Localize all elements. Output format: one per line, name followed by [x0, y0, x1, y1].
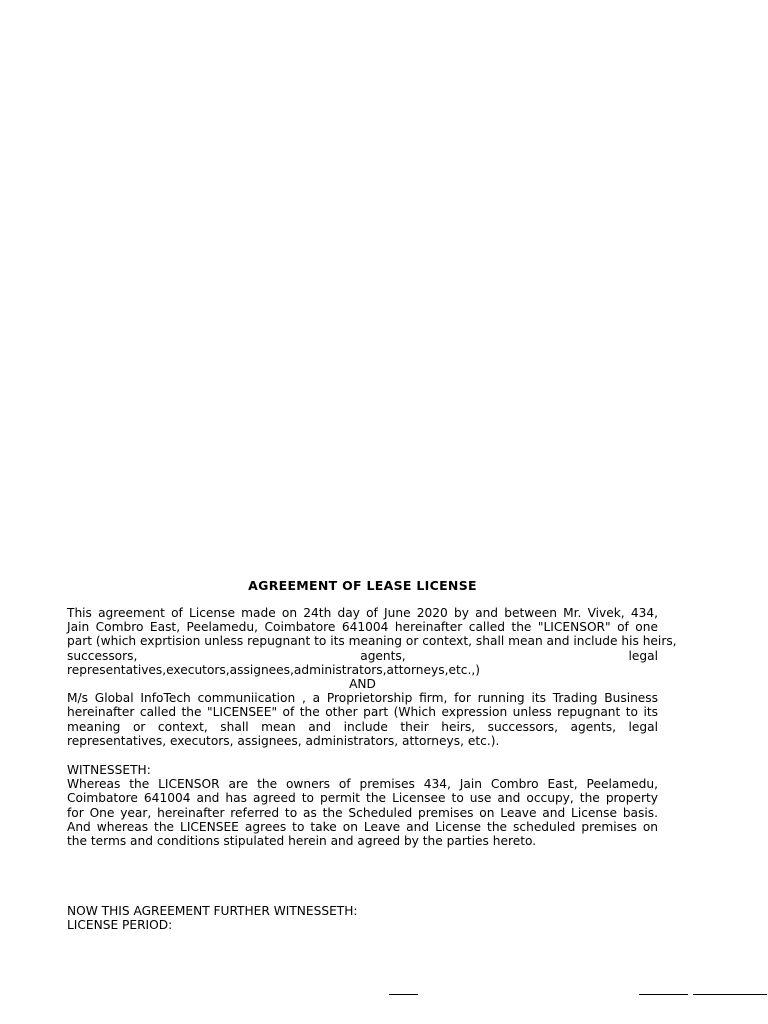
- further-witnesseth-section: [67, 904, 658, 932]
- parties-line-5: representatives,executors,assignees,administrators,attorneys,etc.,): [67, 662, 480, 677]
- parties-line-4-text: successors, agents, legal: [67, 648, 658, 663]
- witnesseth-line-4: And whereas the LICENSEE agrees to take on Leave and License the scheduled premises on: [67, 819, 658, 834]
- parties-line-1: This agreement of License made on 24th day of June 2020 by and between Mr. Vivek, 434,: [67, 606, 658, 620]
- witnesseth-heading: WITNESSETH:: [67, 763, 151, 777]
- parties-paragraph: [67, 606, 677, 748]
- signature-line: [389, 994, 418, 995]
- and-separator: AND: [349, 677, 376, 692]
- witnesseth-line-5: the terms and conditions stipulated herein and agreed by the parties hereto.: [67, 834, 537, 849]
- licensee-line-4: representatives, executors, assignees, administrators, attorneys, etc.).: [67, 733, 500, 748]
- further-witnesseth-heading: NOW THIS AGREEMENT FURTHER WITNESSETH:: [67, 904, 358, 918]
- document-title: AGREEMENT OF LEASE LICENSE: [248, 578, 477, 593]
- licensee-line-1: M/s Global InfoTech communiication , a Proprietorship firm, for running its Trading Business: [67, 691, 658, 706]
- signature-line: [639, 994, 688, 995]
- parties-line-3: part (which exprtision unless repugnant to its meaning or context, shall mean and include his heirs,: [67, 634, 677, 649]
- witnesseth-line-2: Coimbatore 641004 and has agreed to permit the Licensee to use and occupy, the property: [67, 791, 658, 806]
- parties-line-4: [67, 649, 658, 663]
- signature-line: [693, 994, 767, 995]
- witnesseth-line-1: Whereas the LICENSOR are the owners of premises 434, Jain Combro East, Peelamedu,: [67, 777, 658, 792]
- witnesseth-section: [67, 763, 658, 848]
- parties-line-2: Jain Combro East, Peelamedu, Coimbatore 641004 hereinafter called the "LICENSOR" of one: [67, 620, 658, 635]
- witnesseth-line-3: for One year, hereinafter referred to as the Scheduled premises on Leave and License basis.: [67, 805, 658, 820]
- license-period-heading: LICENSE PERIOD:: [67, 918, 173, 933]
- licensee-line-2: hereinafter called the "LICENSEE" of the other part (Which expression unless repugnant to its: [67, 705, 658, 720]
- licensee-line-3: meaning or context, shall mean and include their heirs, successors, agents, legal: [67, 719, 658, 734]
